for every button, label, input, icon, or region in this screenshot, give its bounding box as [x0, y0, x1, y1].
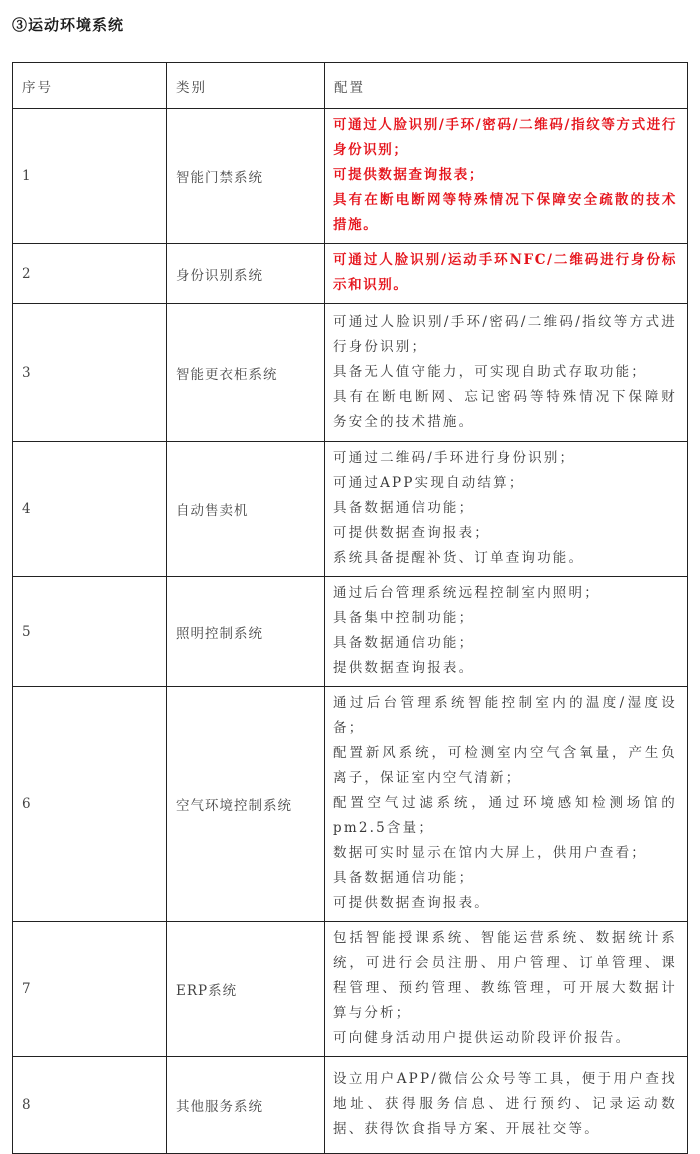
config-line: 可通过APP实现自动结算； — [333, 475, 525, 491]
config-line: 可通过人脸识别/运动手环NFC/二维码进行身份标示和识别。 — [333, 252, 677, 293]
table-row — [13, 922, 688, 1057]
row-config — [325, 304, 688, 442]
table-header-row — [13, 63, 688, 109]
table-row — [13, 304, 688, 442]
row-number: 3 — [13, 304, 167, 442]
config-line: 具有在断电断网等特殊情况下保障安全疏散的技术措施。 — [333, 192, 677, 233]
config-line: 具备数据通信功能； — [333, 870, 475, 886]
row-config — [325, 244, 688, 304]
table-row — [13, 442, 688, 577]
config-line: 具备数据通信功能； — [333, 500, 475, 516]
row-config — [325, 922, 688, 1057]
config-line: 具备无人值守能力，可实现自助式存取功能； — [333, 363, 647, 380]
row-config — [325, 109, 688, 244]
row-category: 照明控制系统 — [167, 577, 325, 687]
row-config — [325, 1057, 688, 1154]
config-line: 通过后台管理系统智能控制室内的温度/湿度设备； — [333, 695, 677, 736]
row-number: 8 — [13, 1057, 167, 1154]
config-line: 包括智能授课系统、智能运营系统、数据统计系统，可进行会员注册、用户管理、订单管理、课程管理、预约管理、教练管理，可开展大数据计算与分析； — [333, 930, 677, 1021]
config-line: 具备数据通信功能； — [333, 635, 475, 651]
table-row — [13, 577, 688, 687]
row-number: 5 — [13, 577, 167, 687]
table-row — [13, 687, 688, 922]
config-line: 系统具备提醒补货、订单查询功能。 — [333, 550, 585, 566]
header-no: 序号 — [13, 63, 167, 109]
header-category: 类别 — [167, 63, 325, 109]
config-line: 可向健身活动用户提供运动阶段评价报告。 — [333, 1030, 632, 1046]
config-line: 具备集中控制功能； — [333, 610, 475, 626]
config-line: 通过后台管理系统远程控制室内照明； — [333, 585, 600, 601]
config-line: 设立用户APP/微信公众号等工具，便于用户查找地址、获得服务信息、进行预约、记录运动数据、获得饮食指导方案、开展社交等。 — [333, 1071, 677, 1137]
config-line: 可提供数据查询报表。 — [333, 895, 490, 911]
config-line: 可提供数据查询报表； — [333, 167, 484, 183]
config-line: 配置新风系统，可检测室内空气含氧量，产生负离子，保证室内空气清新； — [333, 745, 677, 786]
row-config — [325, 442, 688, 577]
table-row — [13, 244, 688, 304]
row-category: ERP系统 — [167, 922, 325, 1057]
table-row — [13, 109, 688, 244]
config-line: 可通过二维码/手环进行身份识别； — [333, 450, 576, 466]
row-config — [325, 687, 688, 922]
row-category: 其他服务系统 — [167, 1057, 325, 1154]
row-category: 自动售卖机 — [167, 442, 325, 577]
row-number: 2 — [13, 244, 167, 304]
header-config: 配置 — [325, 63, 688, 109]
row-config — [325, 577, 688, 687]
config-line: 可提供数据查询报表； — [333, 525, 490, 541]
row-number: 1 — [13, 109, 167, 244]
row-number: 7 — [13, 922, 167, 1057]
row-category: 空气环境控制系统 — [167, 687, 325, 922]
config-line: 配置空气过滤系统，通过环境感知检测场馆的pm2.5含量； — [333, 795, 677, 836]
row-number: 6 — [13, 687, 167, 922]
row-category: 智能门禁系统 — [167, 109, 325, 244]
config-line: 可通过人脸识别/手环/密码/二维码/指纹等方式进行身份识别； — [333, 313, 677, 355]
table-row — [13, 1057, 688, 1154]
config-line: 提供数据查询报表。 — [333, 660, 475, 676]
config-line: 数据可实时显示在馆内大屏上，供用户查看； — [333, 845, 647, 861]
config-line: 具有在断电断网、忘记密码等特殊情况下保障财务安全的技术措施。 — [333, 388, 677, 430]
row-category: 智能更衣柜系统 — [167, 304, 325, 442]
config-line: 可通过人脸识别/手环/密码/二维码/指纹等方式进行身份识别； — [333, 117, 677, 158]
row-number: 4 — [13, 442, 167, 577]
row-category: 身份识别系统 — [167, 244, 325, 304]
system-config-table — [12, 62, 688, 1154]
section-heading: ③运动环境系统 — [12, 16, 125, 34]
